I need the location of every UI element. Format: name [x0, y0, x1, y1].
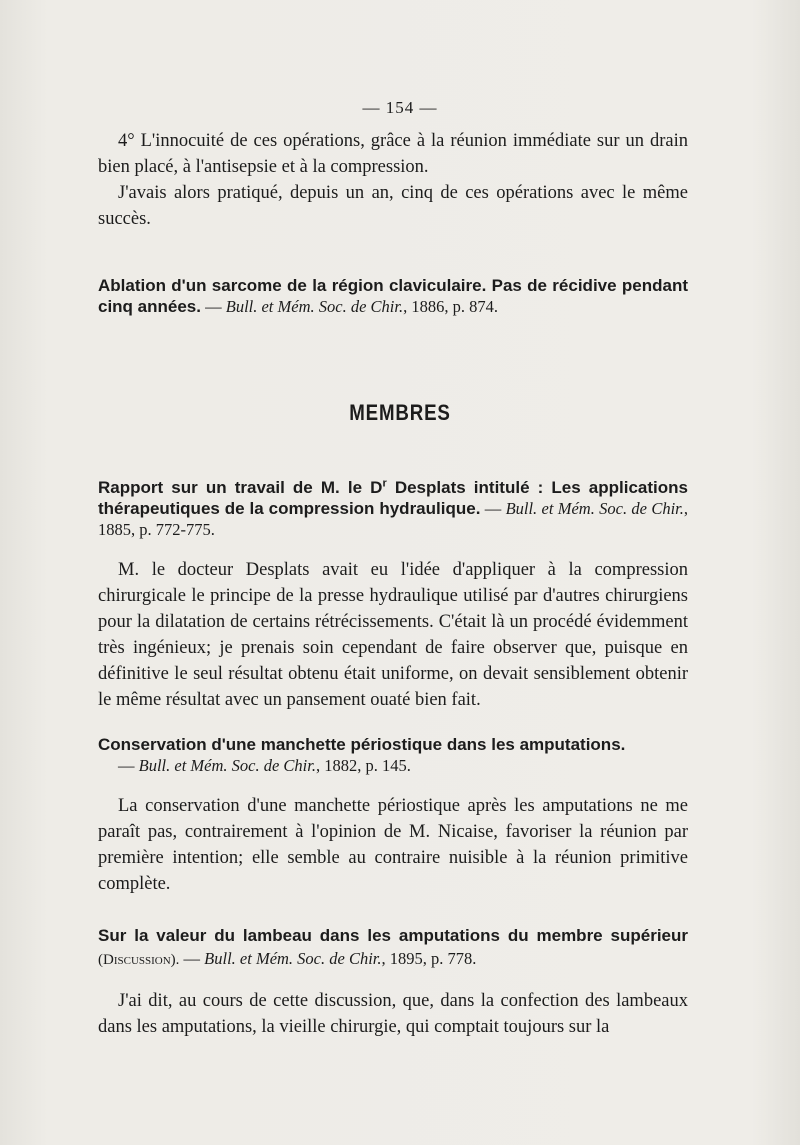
intro-paragraph-2: J'avais alors pratiqué, depuis un an, cinq de ces opérations avec le même succès. [98, 183, 688, 229]
entry-body-manchette [98, 793, 688, 897]
entry-heading-lambeau [98, 925, 688, 971]
page-number: — 154 — [362, 98, 438, 117]
entry-title: Conservation d'une manchette périostique dans les amputations. [98, 735, 626, 754]
entry-paragraph: La conservation d'une manchette périostique après les amputations ne me paraît pas, contrairement à l'opinion de M. Nicaise, favoriser la réunion par première intention; elle semble au contraire nuisible à la réunion primitive complète. [98, 796, 688, 894]
entry-heading-manchette [98, 734, 688, 776]
intro-paragraph-1: 4° L'innocuité de ces opérations, grâce à la réunion immédiate sur un drain bien placé, à l'antisepsie et à la compression. [98, 131, 688, 177]
intro-text [98, 128, 688, 232]
entry-title: Rapport sur un travail de M. le $D^r$ Desplats intitulé : Les applications thérapeutiques de la compression hydraulique. [98, 477, 688, 518]
section-title: MEMBRES [349, 400, 451, 425]
entry-reference: — Bull. et Mém. Soc. de Chir., 1886, p. 874. [200, 297, 498, 316]
entry-title: Ablation d'un sarcome de la région claviculaire. Pas de récidive pendant cinq années. [98, 276, 688, 316]
entry-title: Sur la valeur du lambeau dans les amputations du membre supérieur [98, 926, 688, 945]
entry-reference: — Bull. et Mém. Soc. de Chir., 1882, p. 145. [118, 756, 411, 775]
entry-body-lambeau [98, 988, 688, 1040]
entry-paragraph: J'ai dit, au cours de cette discussion, que, dans la confection des lambeaux dans les amputations, la vieille chirurgie, qui comptait toujours sur la [98, 991, 688, 1037]
entry-body-desplats [98, 557, 688, 713]
entry-paragraph: M. le docteur Desplats avait eu l'idée d'appliquer à la compression chirurgicale le principe de la presse hydraulique utilisé par d'autres chirurgiens pour la dilatation de certains rétrécissements. C'était là un procédé évidemment très ingénieux; je prenais soin cependant de faire observer que, puisque en définitive le seul résultat obtenu était uniforme, on devait sensiblement obtenir le même résultat avec un pansement ouaté bien fait. [98, 560, 688, 710]
entry-heading-sarcome [98, 275, 688, 317]
entry-reference: — Bull. et Mém. Soc. de Chir., 1895, p. 778. [179, 949, 477, 968]
entry-reference: — Bull. et Mém. Soc. de Chir., 1885, p. 772-775. [98, 498, 688, 539]
entry-heading-desplats [98, 473, 688, 540]
entry-discussion-label: (Discussion). [98, 952, 180, 968]
